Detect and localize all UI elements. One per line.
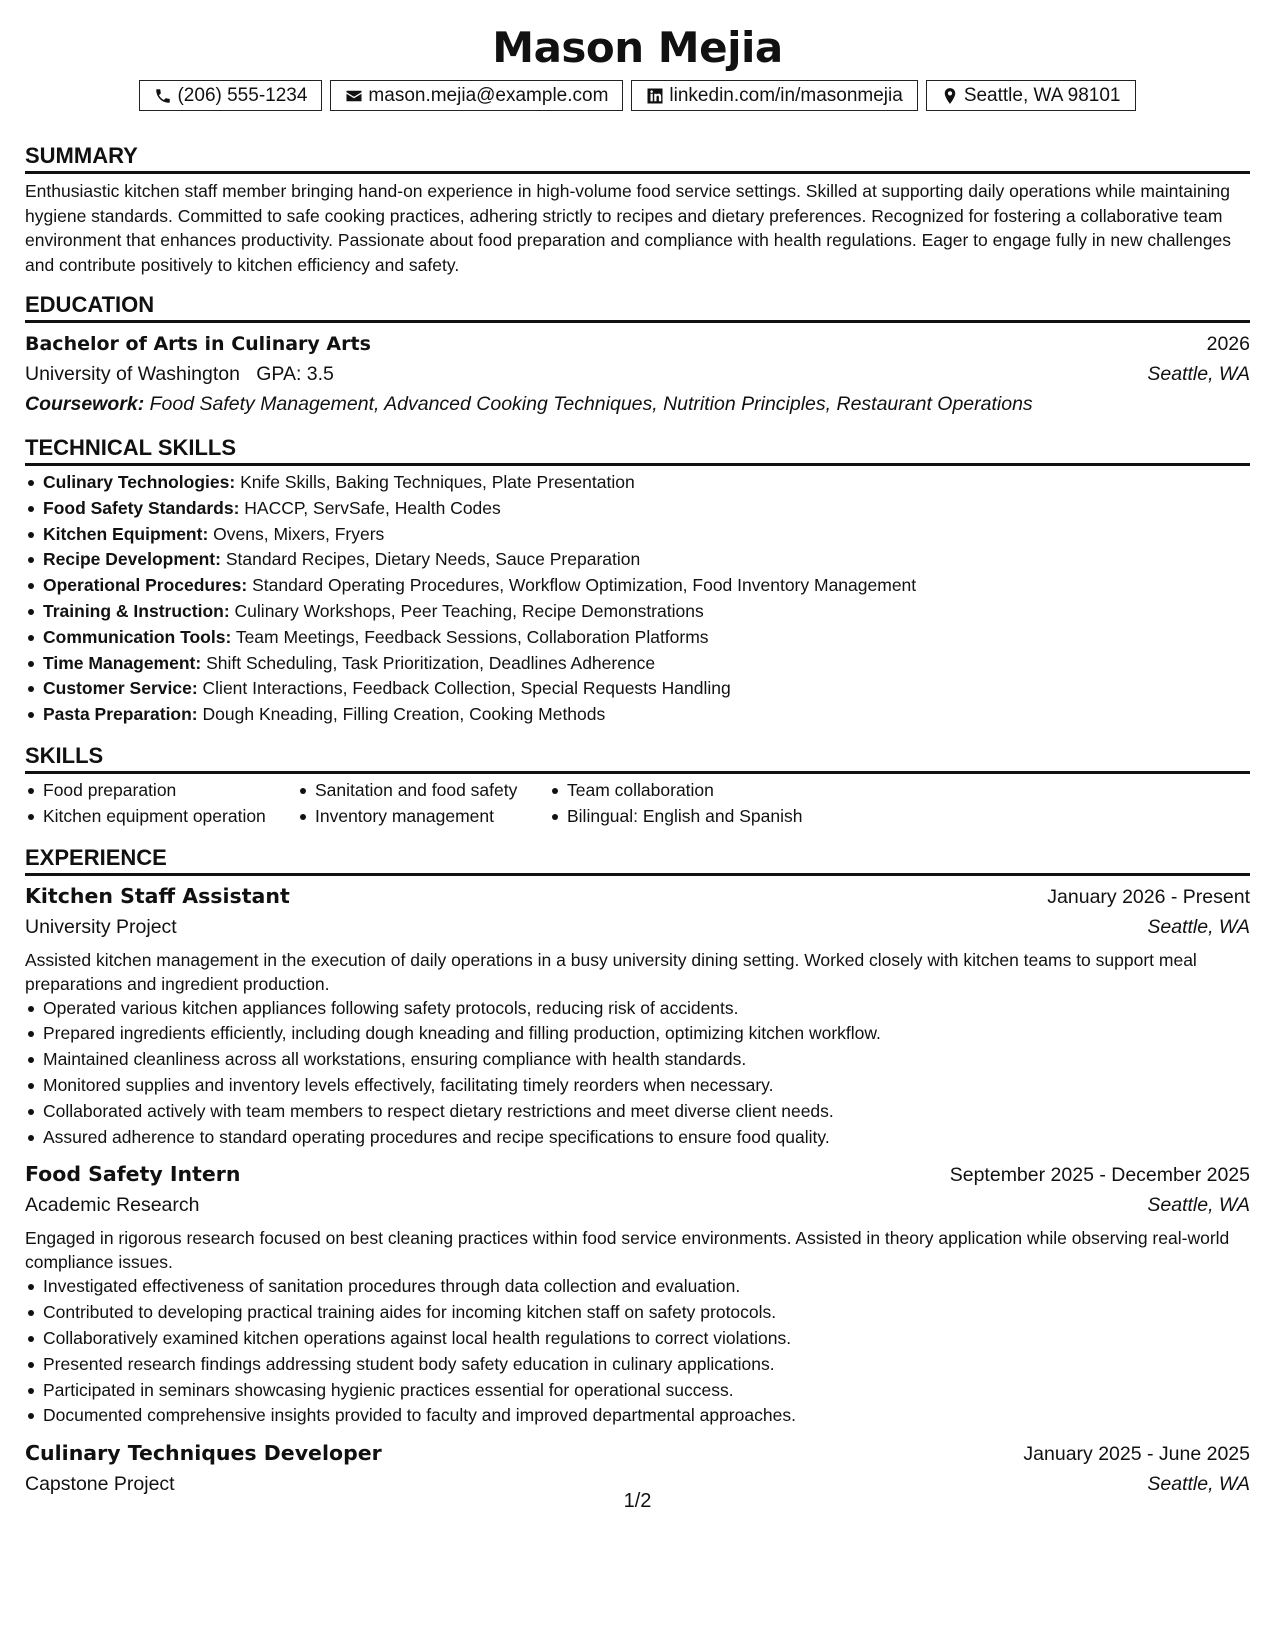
list-item: Maintained cleanliness across all workstations, ensuring compliance with health standards. <box>25 1047 1250 1073</box>
list-item: Kitchen equipment operation <box>25 804 297 830</box>
skill-category: Kitchen Equipment: <box>43 523 209 544</box>
phone-text: (206) 555-1234 <box>177 84 308 106</box>
list-item <box>25 573 1250 599</box>
email-icon <box>345 87 363 105</box>
candidate-name: Mason Mejia <box>492 23 783 72</box>
skills-column <box>549 778 849 830</box>
list-item: Monitored supplies and inventory levels effectively, facilitating timely reorders when necessary. <box>25 1073 1250 1099</box>
technical-skills-section <box>25 435 1250 728</box>
coursework-line <box>25 389 1250 419</box>
job-organization: University Project <box>25 915 177 938</box>
list-item <box>25 702 1250 728</box>
skill-category: Communication Tools: <box>43 626 232 647</box>
contact-email <box>330 80 623 111</box>
experience-entry <box>25 880 1250 1151</box>
graduation-year: 2026 <box>1206 333 1250 355</box>
school-line <box>25 359 334 389</box>
list-item <box>25 676 1250 702</box>
list-item: Operated various kitchen appliances following safety protocols, reducing risk of accidents. <box>25 996 1250 1022</box>
page-number: 1/2 <box>623 1490 652 1512</box>
skill-category: Operational Procedures: <box>43 575 248 596</box>
list-item: Collaborated actively with team members to respect dietary restrictions and meet diverse client needs. <box>25 1099 1250 1125</box>
contact-location <box>926 80 1136 111</box>
job-dates: January 2026 - Present <box>1047 885 1250 908</box>
list-item <box>25 599 1250 625</box>
job-organization: Academic Research <box>25 1194 200 1217</box>
experience-entry <box>25 1158 1250 1429</box>
contact-phone <box>139 80 322 111</box>
summary-section <box>25 143 1250 277</box>
list-item: Team collaboration <box>549 778 849 804</box>
list-item: Assured adherence to standard operating procedures and recipe specifications to ensure food quality. <box>25 1125 1250 1151</box>
experience-section <box>25 845 1250 1500</box>
job-description: Assisted kitchen management in the execution of daily operations in a busy university dining setting. Worked closely with kitchen teams to support meal preparations and ingredient production. <box>25 949 1197 994</box>
skill-values: Knife Skills, Baking Techniques, Plate Presentation <box>240 472 635 492</box>
resume-page <box>25 20 1250 1499</box>
experience-list <box>25 880 1250 1500</box>
list-item <box>25 625 1250 651</box>
job-org-row <box>25 912 1250 942</box>
phone-icon <box>154 87 172 105</box>
job-header-row <box>25 1158 1250 1190</box>
skill-category: Recipe Development: <box>43 549 221 570</box>
list-item: Documented comprehensive insights provided to faculty and improved departmental approaches. <box>25 1403 1250 1429</box>
list-item: Inventory management <box>297 804 549 830</box>
skills-column <box>25 778 297 830</box>
job-dates: January 2025 - June 2025 <box>1023 1443 1250 1466</box>
skill-values: Shift Scheduling, Task Prioritization, Deadlines Adherence <box>206 652 656 673</box>
skill-category: Food Safety Standards: <box>43 497 240 518</box>
skill-category: Pasta Preparation: <box>43 704 198 725</box>
skill-values: Standard Operating Procedures, Workflow Optimization, Food Inventory Management <box>252 575 917 596</box>
job-description: Engaged in rigorous research focused on best cleaning practices within food service environments. Assisted in theory application while observing real-world compliance issues. <box>25 1228 1230 1273</box>
skills-grid <box>25 778 1250 830</box>
job-bullets <box>25 996 1250 1151</box>
list-item <box>25 470 1250 496</box>
contact-bar <box>25 80 1250 111</box>
list-item: Food preparation <box>25 778 297 804</box>
degree-title: Bachelor of Arts in Culinary Arts <box>25 333 371 355</box>
skill-values: Client Interactions, Feedback Collection, Special Requests Handling <box>202 678 731 699</box>
job-location: Seattle, WA <box>1147 1473 1250 1496</box>
skill-values: HACCP, ServSafe, Health Codes <box>244 497 501 518</box>
skill-category: Time Management: <box>43 652 202 673</box>
skills-section <box>25 743 1250 830</box>
job-org-row <box>25 1190 1250 1220</box>
skill-category: Customer Service: <box>43 678 198 699</box>
technical-skills-heading: TECHNICAL SKILLS <box>25 435 1250 466</box>
list-item: Sanitation and food safety <box>297 778 549 804</box>
job-title: Kitchen Staff Assistant <box>25 883 290 908</box>
skill-values: Ovens, Mixers, Fryers <box>213 523 385 544</box>
coursework-list: Food Safety Management, Advanced Cooking Techniques, Nutrition Principles, Restaurant Operations <box>149 393 1033 415</box>
school-name: University of Washington <box>25 363 240 385</box>
school-location: Seattle, WA <box>1147 363 1250 385</box>
contact-linkedin <box>631 80 917 111</box>
technical-skills-list <box>25 470 1250 728</box>
list-item <box>25 547 1250 573</box>
location-text: Seattle, WA 98101 <box>963 84 1121 106</box>
education-section <box>25 292 1250 419</box>
list-item: Bilingual: English and Spanish <box>549 804 849 830</box>
map-pin-icon <box>941 87 959 105</box>
skill-values: Dough Kneading, Filling Creation, Cooking Methods <box>202 704 606 725</box>
list-item: Presented research findings addressing student body safety education in culinary applications. <box>25 1352 1250 1378</box>
skill-values: Standard Recipes, Dietary Needs, Sauce Preparation <box>225 549 641 570</box>
job-location: Seattle, WA <box>1147 915 1250 938</box>
list-item <box>25 496 1250 522</box>
gpa: GPA: 3.5 <box>256 363 334 385</box>
job-header-row <box>25 1437 1250 1469</box>
summary-text: Enthusiastic kitchen staff member bringing hand-on experience in high-volume food service settings. Skilled at supporting daily operations while maintaining hygiene standards. Committed to safe cooking practices, adhering strictly to recipes and dietary preferences. Recognized for fostering a collaborative team environment that enhances productivity. Passionate about food preparation and compliance with health regulations. Eager to engage fully in new challenges and contribute positively to kitchen efficiency and safety. <box>25 181 1232 275</box>
education-heading: EDUCATION <box>25 292 1250 323</box>
linkedin-icon <box>646 87 664 105</box>
list-item: Collaboratively examined kitchen operations against local health regulations to correct violations. <box>25 1326 1250 1352</box>
skills-column <box>297 778 549 830</box>
skill-category: Culinary Technologies: <box>43 472 236 492</box>
list-item: Participated in seminars showcasing hygienic practices essential for operational success. <box>25 1378 1250 1404</box>
job-title: Culinary Techniques Developer <box>25 1441 382 1466</box>
job-header-row <box>25 880 1250 912</box>
skill-values: Culinary Workshops, Peer Teaching, Recipe Demonstrations <box>234 600 704 621</box>
list-item: Prepared ingredients efficiently, including dough kneading and filling production, optimizing kitchen workflow. <box>25 1021 1250 1047</box>
list-item <box>25 522 1250 548</box>
email-text: mason.mejia@example.com <box>368 84 609 106</box>
job-dates: September 2025 - December 2025 <box>949 1164 1250 1187</box>
list-item: Investigated effectiveness of sanitation procedures through data collection and evaluation. <box>25 1274 1250 1300</box>
summary-heading: SUMMARY <box>25 143 1250 174</box>
linkedin-text: linkedin.com/in/masonmejia <box>669 84 903 106</box>
skill-values: Team Meetings, Feedback Sessions, Collaboration Platforms <box>235 626 709 647</box>
skills-heading: SKILLS <box>25 743 1250 774</box>
job-location: Seattle, WA <box>1147 1194 1250 1217</box>
experience-heading: EXPERIENCE <box>25 845 1250 876</box>
job-organization: Capstone Project <box>25 1473 175 1496</box>
coursework-label: Coursework: <box>25 393 145 415</box>
list-item: Contributed to developing practical training aides for incoming kitchen staff on safety protocols. <box>25 1300 1250 1326</box>
list-item <box>25 651 1250 677</box>
job-title: Food Safety Intern <box>25 1162 241 1187</box>
skill-category: Training & Instruction: <box>43 600 230 621</box>
job-bullets <box>25 1274 1250 1429</box>
